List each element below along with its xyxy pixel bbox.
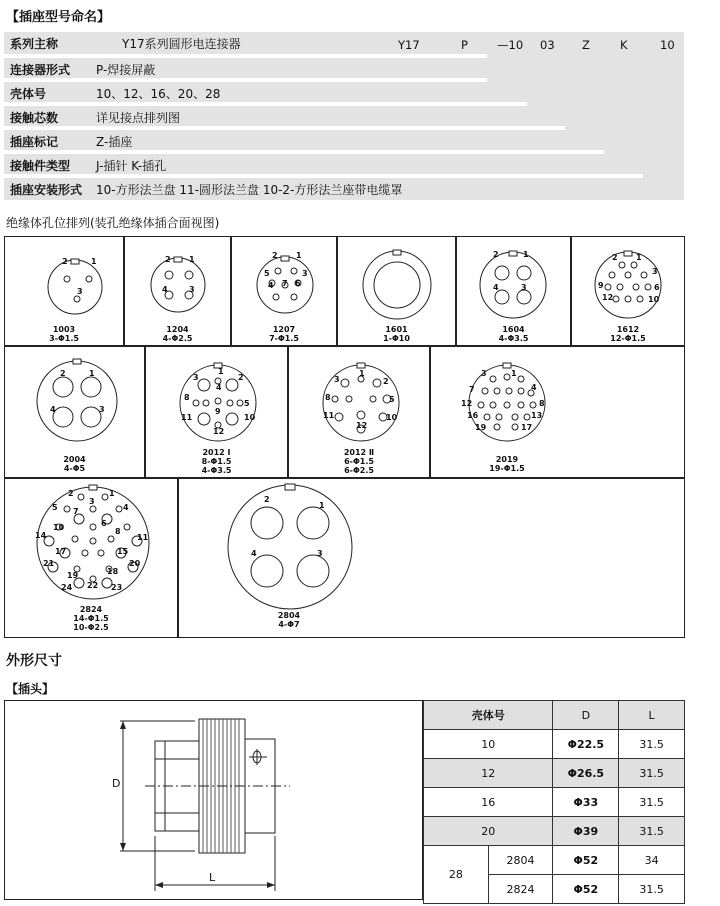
- code-contacts: 03: [540, 38, 555, 52]
- table-row: 28 2804 Φ52 34: [424, 846, 685, 875]
- insert-diagram: [125, 247, 232, 327]
- layout-cell-2004: 2 1 4 3 2004 4-Φ5: [4, 346, 145, 478]
- layout-cell-2824: 2 1 3 5 7 4 10 8 14 6 11 17 15 21 20 19 18 22 24 23 2824 14-Φ1.5 10-Φ2.5: [4, 478, 178, 638]
- table-row: 12 Φ26.5 31.5: [424, 759, 685, 788]
- layout-cell-1207: 2 1 5 3 7 6 4 1207 7-Φ1.5: [231, 236, 337, 346]
- code-mark: Z: [582, 38, 590, 52]
- code-type: K: [620, 38, 628, 52]
- naming-row: 系列主称 Y17系列圆形电连接器: [4, 32, 487, 54]
- layout-cell-2019: 3 1 7 4 12 8 16 13 19 17 2019 19-Φ1.5: [430, 346, 685, 478]
- layout-cell-2804: 2 1 4 3 2804 4-Φ7: [178, 478, 685, 638]
- dim-d-label: D: [112, 777, 121, 790]
- naming-row: 插座安装形式 10-方形法兰盘 11-圆形法兰盘 10-2-方形法兰座带电缆罩: [4, 178, 684, 200]
- plug-drawing-panel: [4, 700, 423, 900]
- layout-cell-1612: 2 1 3 9 6 12 10 1612 12-Φ1.5: [571, 236, 685, 346]
- layout-title: 绝缘体孔位排列(装孔绝缘体插合面视图): [6, 216, 220, 230]
- layout-cell-1003: 2 1 3 1003 3-Φ1.5: [4, 236, 124, 346]
- naming-col-bg: [643, 154, 684, 178]
- dims-table: [423, 700, 685, 904]
- code-form: P: [461, 38, 468, 52]
- layout-cell-1204: 2 1 4 3 1204 4-Φ2.5: [124, 236, 231, 346]
- dims-title: 外形尺寸: [6, 653, 62, 669]
- insert-diagram: [338, 247, 457, 327]
- code-shell: —10: [497, 38, 524, 52]
- table-row: 20 Φ39 31.5: [424, 817, 685, 846]
- insert-diagram: [572, 247, 686, 327]
- table-header-row: 壳体号 D L: [424, 701, 685, 730]
- code-series: Y17: [398, 38, 420, 52]
- insert-diagram: [457, 247, 572, 327]
- naming-row: 插座标记 Z-插座: [4, 130, 604, 150]
- dim-l-label: L: [209, 871, 216, 884]
- naming-col-bg: [527, 82, 684, 106]
- layout-cell-2012-2: 3 1 2 8 5 11 10 12 2012 Ⅱ 6-Φ1.5 6-Φ2.5: [288, 346, 430, 478]
- naming-col-bg: [565, 106, 684, 130]
- naming-title: 【插座型号命名】: [6, 10, 111, 25]
- table-row: 16 Φ33 31.5: [424, 788, 685, 817]
- plug-drawing: [5, 701, 422, 899]
- layout-cell-1601: 1601 1-Φ10: [337, 236, 456, 346]
- naming-row: 接触件类型 J-插针 K-插孔: [4, 154, 643, 174]
- layout-cell-2012-1: 3 1 2 4 8 5 11 10 9 12 2012 Ⅰ 8-Φ1.5 4-Φ3.5: [145, 346, 288, 478]
- naming-col-bg: [604, 130, 684, 154]
- code-mount: 10: [660, 38, 675, 52]
- dims-subtitle: 【插头】: [6, 682, 55, 696]
- layout-cell-1604: 2 1 4 3 1604 4-Φ3.5: [456, 236, 571, 346]
- table-row: 10 Φ22.5 31.5: [424, 730, 685, 759]
- naming-row: 接触芯数 详见接点排列图: [4, 106, 565, 126]
- insert-diagram: [179, 481, 399, 611]
- naming-row: 连接器形式 P-焊接屏蔽: [4, 58, 487, 78]
- naming-row: 壳体号 10、12、16、20、28: [4, 82, 527, 102]
- insert-diagram: [5, 355, 146, 455]
- table-row: 2824 Φ52 31.5: [424, 875, 685, 904]
